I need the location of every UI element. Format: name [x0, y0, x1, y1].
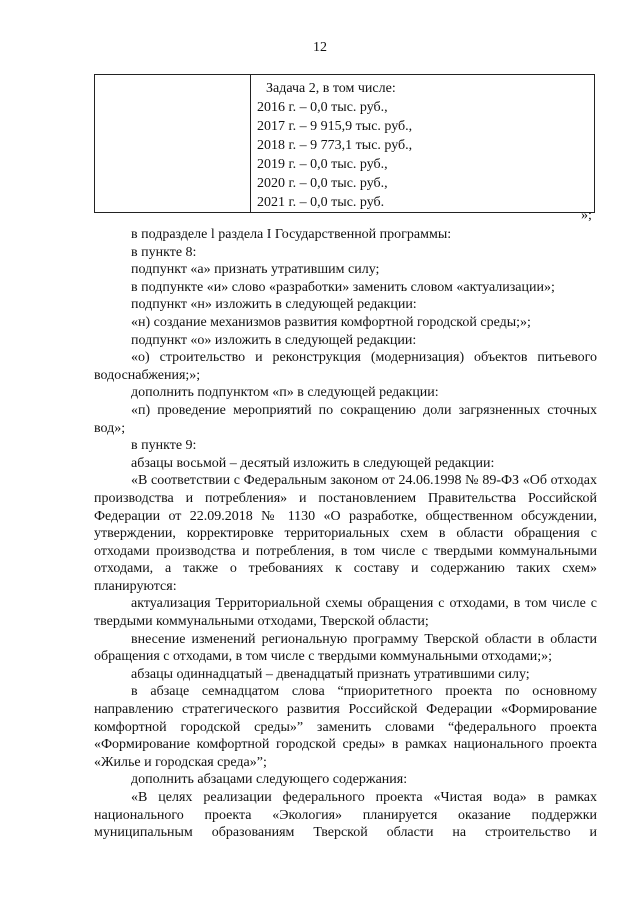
page-number: 12 — [313, 40, 327, 55]
paragraph: подпункт «а» признать утратившим силу; — [131, 262, 380, 278]
paragraph: «В соответствии с Федеральным законом от 24.06.1998 № 89-ФЗ «Об отходах производства и потребления» и постановлением Правительства Российской Федерации от 22.09.2018 № 1130 «О разработке, общественном обсуждении, утверждении, корректировке территориальных схем в области обращения с отходами производства и потребления, в том числе с твердыми коммунальными отходами, а также о требованиях к составу и содержанию таких схем» планируются: — [94, 473, 597, 594]
table-cell-task — [251, 75, 595, 213]
task-line: 2020 г. – 0,0 тыс. руб., — [257, 176, 388, 191]
paragraph: в подразделе l раздела I Государственной программы: — [131, 227, 452, 242]
paragraph: дополнить подпунктом «п» в следующей редакции: — [131, 385, 439, 401]
paragraph: «п) проведение мероприятий по сокращению доли загрязненных сточных вод»; — [94, 402, 597, 436]
table-cell-empty — [95, 75, 251, 213]
paragraph: «н) создание механизмов развития комфортной городской среды;»; — [131, 314, 531, 330]
paragraph: абзацы одиннадцатый – двенадцатый признать утратившими силу; — [131, 666, 530, 682]
task-table — [94, 74, 595, 213]
paragraph: подпункт «о» изложить в следующей редакции: — [131, 332, 417, 348]
table-row — [95, 75, 595, 213]
task-line: 2016 г. – 0,0 тыс. руб., — [257, 100, 388, 115]
paragraph: внесение изменений региональную программу Тверской области в области обращения с отходами, в том числе с твердыми коммунальными отходами;»; — [94, 631, 597, 665]
task-line: 2018 г. – 9 773,1 тыс. руб., — [257, 138, 413, 153]
paragraph: в пункте 8: — [131, 244, 197, 260]
paragraph: актуализация Территориальной схемы обращения с отходами, в том числе с твердыми коммунальными отходами, Тверской области; — [94, 596, 597, 630]
paragraph: дополнить абзацами следующего содержания: — [131, 772, 408, 788]
task-line: Задача 2, в том числе: — [266, 81, 396, 96]
paragraph: подпункт «н» изложить в следующей редакции: — [131, 297, 417, 313]
paragraph: в подпункте «и» слово «разработки» заменить словом «актуализации»; — [131, 279, 555, 295]
closing-quote: »; — [581, 208, 592, 223]
task-line: 2017 г. – 9 915,9 тыс. руб., — [257, 119, 413, 134]
paragraph: «В целях реализации федерального проекта «Чистая вода» в рамках национального проекта «Экология» планируется оказание поддержки муниципальным образованиям Тверской области на строительство и — [94, 790, 597, 841]
paragraph: абзацы восьмой – десятый изложить в следующей редакции: — [131, 455, 495, 471]
paragraph: в пункте 9: — [131, 438, 197, 454]
task-line: 2019 г. – 0,0 тыс. руб., — [257, 157, 388, 172]
paragraph: в абзаце семнадцатом слова “приоритетного проекта по основному направлению стратегического развития Российской Федерации «Формирование комфортной городской среды»” заменить словами “федерального проекта «Формирование комфортной городской среды» в рамках национального проекта «Жилье и городская среда»”; — [94, 684, 597, 770]
paragraph: «о) строительство и реконструкция (модернизация) объектов питьевого водоснабжения;»; — [94, 350, 597, 383]
document-body — [94, 226, 597, 842]
task-line: 2021 г. – 0,0 тыс. руб. — [257, 195, 385, 210]
